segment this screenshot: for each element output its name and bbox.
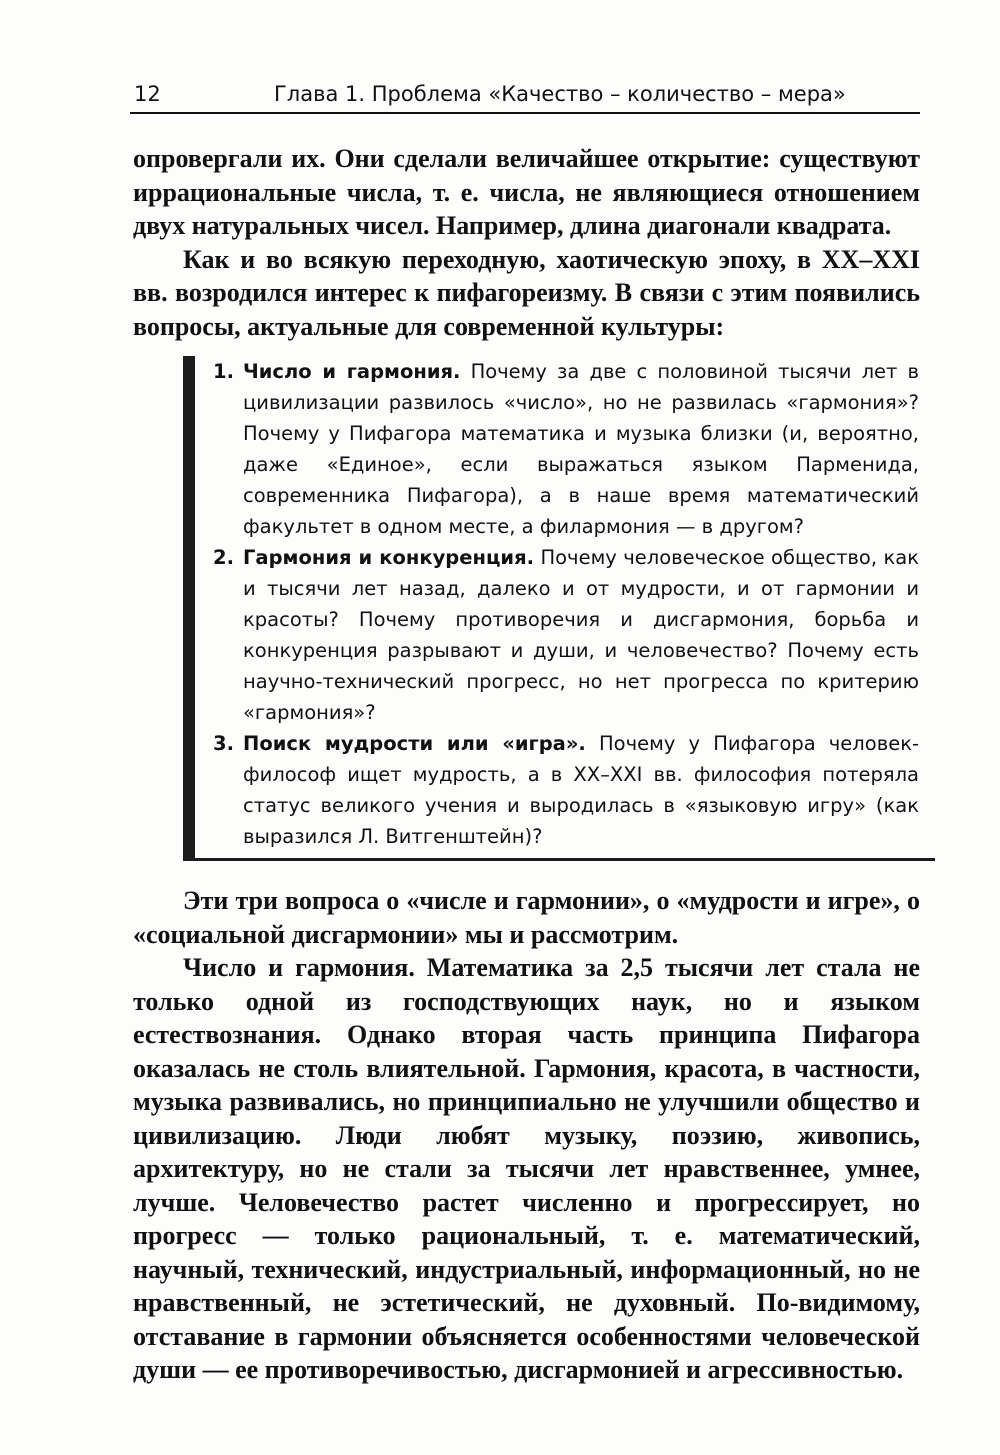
question-text: Почему за две с половиной тысячи лет в цивилизации развилось «число», но не развилась «гармония»? Почему у Пифагора математика и музыка близки (и, вероятно, даже «Единое», если выражаться языком Парменида, современника Пифагора), а в наше время математический факультет в одном месте, а филармония — в другом? — [243, 360, 920, 538]
question-text: Почему у Пифагора человек-философ ищет мудрость, а в XX–XXI вв. философия потеряла статус великого учения и выродилась в «языковую игру» (как выразился Л. Витгенштейн)? — [243, 732, 920, 848]
question-item — [213, 728, 919, 852]
question-item — [213, 356, 919, 542]
paragraph-questions-intro: Как и во всякую переходную, хаотическую эпоху, в XX–XXI вв. возродился интерес к пифагореизму. В связи с этим появились вопросы, актуальные для современной культуры: — [133, 244, 920, 341]
section-lead: Число и гармония. — [183, 953, 415, 982]
paragraph-section — [133, 951, 920, 1387]
question-number: 3. — [213, 732, 234, 755]
paragraph-continuation: опровергали их. Они сделали величайшее открытие: существуют иррациональные числа, т. е. числа, не являющиеся отношением двух натуральных чисел. Например, длина диагонали квадрата. — [133, 144, 920, 240]
question-number: 1. — [213, 360, 234, 383]
section-text: Математика за 2,5 тысячи лет стала не только одной из господствующих наук, но и языком естествознания. Однако вторая часть принципа Пифагора оказалась не столь влиятельной. Гармония, красота, в частности, музыка развивались, но принципиально не улучшили общество и цивилизацию. Люди любят музыку, поэзию, живопись, архитектуру, но не стали за тысячи лет нравственнее, умнее, лучше. Человечество растет численно и прогрессирует, но прогресс — только рациональный, т. е. математический, научный, технический, индустриальный, информационный, но не нравственный, не эстетический, не духовный. По-видимому, отставание в гармонии объясняется особенностями человеческой души — ее противоречивостью, дисгармонией и агрессивностью. — [133, 953, 921, 1384]
question-number: 2. — [213, 546, 234, 569]
paragraph-summary: Эти три вопроса о «числе и гармонии», о «мудрости и игре», о «социальной дисгармонии» мы и рассмотрим. — [133, 886, 920, 949]
question-item — [213, 542, 919, 728]
question-heading: Гармония и конкуренция. — [243, 546, 535, 569]
questions-list — [213, 356, 919, 852]
intro-text — [133, 142, 920, 343]
question-heading: Число и гармония. — [243, 360, 461, 383]
page-number: 12 — [134, 82, 161, 106]
chapter-title: Глава 1. Проблема «Качество – количество – мера» — [274, 82, 846, 106]
question-text: Почему человеческое общество, как и тысячи лет назад, далеко и от мудрости, и от гармонии и красоты? Почему противоречия и дисгармония, борьба и конкуренция разрывают и души, и человечество? Почему есть научно-технический прогресс, но нет прогресса по критерию «гармония»? — [243, 546, 919, 724]
running-header — [130, 78, 920, 114]
after-text — [133, 884, 920, 1387]
question-heading: Поиск мудрости или «игра». — [243, 732, 586, 755]
